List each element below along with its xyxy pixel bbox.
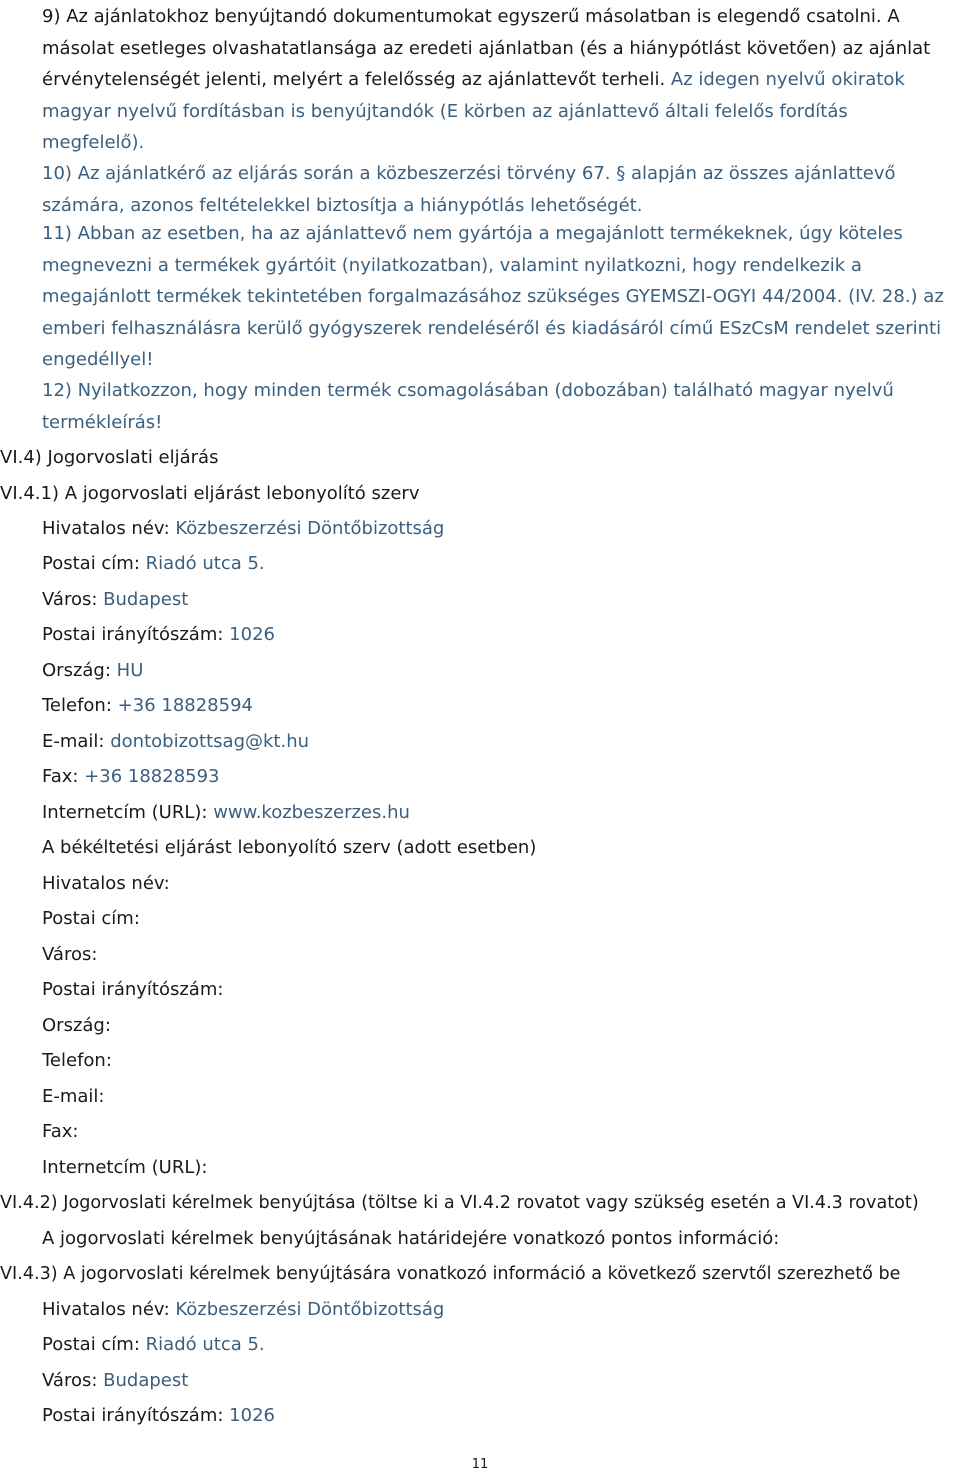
s41-phone-row (42, 694, 253, 718)
s41-email-row (42, 730, 309, 754)
s43-name-label: Hivatalos név: (42, 1299, 170, 1320)
s41-email-label: E-mail: (42, 731, 105, 752)
section-42-text: A jogorvoslati kérelmek benyújtásának határidejére vonatkozó pontos információ: (42, 1228, 780, 1249)
s41-name-row (42, 517, 444, 541)
s43-zip-row (42, 1404, 275, 1428)
s41-zip-label: Postai irányítószám: (42, 624, 224, 645)
s41-email-value[interactable]: dontobizottsag@kt.hu (110, 731, 310, 752)
s41-address-label: Postai cím: (42, 553, 140, 574)
note-10: 10) Az ajánlatkérő az eljárás során a közbeszerzési törvény 67. § alapján az összes ajánlattevő számára, azonos feltételekkel biztosítja a hiánypótlás lehetőségét. (42, 163, 896, 216)
mediation-phone-label: Telefon: (42, 1050, 112, 1071)
s43-address-label: Postai cím: (42, 1334, 140, 1355)
section-42-title: VI.4.2) Jogorvoslati kérelmek benyújtása (töltse ki a VI.4.2 rovatot vagy szükség esetén a VI.4.3 rovatot) (0, 1193, 919, 1213)
s41-url-label: Internetcím (URL): (42, 802, 208, 823)
s43-city-value: Budapest (103, 1370, 189, 1391)
s41-city-row (42, 588, 188, 612)
s43-name-value: Közbeszerzési Döntőbizottság (175, 1299, 445, 1320)
mediation-title: A békéltetési eljárást lebonyolító szerv (adott esetben) (42, 837, 537, 858)
note-9 (42, 1, 947, 159)
s41-name-value: Közbeszerzési Döntőbizottság (175, 518, 445, 539)
s41-zip-value: 1026 (229, 624, 275, 645)
mediation-url-label: Internetcím (URL): (42, 1157, 208, 1178)
mediation-city-label: Város: (42, 944, 98, 965)
s41-fax-row (42, 765, 220, 789)
mediation-fax-label: Fax: (42, 1121, 79, 1142)
mediation-address-label: Postai cím: (42, 908, 140, 929)
note-9-translation-text: Az idegen nyelvű okiratok magyar nyelvű fordításban is benyújtandók (E körben az ajánlattevő általi felelős fordítás megfelelő). (42, 69, 905, 153)
mediation-zip-label: Postai irányítószám: (42, 979, 224, 1000)
s43-name-row (42, 1298, 444, 1322)
s41-address-value: Riadó utca 5. (145, 553, 265, 574)
s41-country-label: Ország: (42, 660, 111, 681)
s41-city-value: Budapest (103, 589, 189, 610)
section-41-title: VI.4.1) A jogorvoslati eljárást lebonyolító szerv (0, 483, 420, 504)
s41-country-value: HU (116, 660, 144, 681)
note-9-text: 9) Az ajánlatokhoz benyújtandó dokumentumokat egyszerű másolatban is elegendő csatolni. A másolat esetleges olvashatatlansága az eredeti ajánlatban (és a hiánypótlást követően) az ajánlat érvénytelenségét jelenti, melyért a felelősség az ajánlattevőt terheli. (42, 6, 931, 90)
s41-fax-label: Fax: (42, 766, 79, 787)
s41-city-label: Város: (42, 589, 98, 610)
s41-address-row (42, 552, 265, 576)
s41-country-row (42, 659, 143, 683)
section-title: VI.4) Jogorvoslati eljárás (0, 447, 219, 468)
page-number: 11 (471, 1457, 489, 1472)
s43-zip-label: Postai irányítószám: (42, 1405, 224, 1426)
section-43-title: VI.4.3) A jogorvoslati kérelmek benyújtására vonatkozó információ a következő szervtől szerezhető be (0, 1264, 901, 1284)
mediation-email-label: E-mail: (42, 1086, 105, 1107)
note-11: 11) Abban az esetben, ha az ajánlattevő nem gyártója a megajánlott termékeknek, úgy köteles megnevezni a termékek gyártóit (nyilatkozatban), valamint nyilatkozni, hogy rendelkezik a megajánlott termékek tekintetében forgalmazásához szükséges GYEMSZI-OGYI 44/2004. (IV. 28.) az emberi felhasználásra kerülő gyógyszerek rendeléséről és kiadásáról című ESzCsM rendelet szerinti engedéllyel! (42, 223, 944, 370)
s41-phone-value: +36 18828594 (117, 695, 253, 716)
s41-url-link[interactable]: www.kozbeszerzes.hu (213, 802, 410, 823)
s41-url-row (42, 801, 410, 825)
s43-address-row (42, 1333, 265, 1357)
mediation-country-label: Ország: (42, 1015, 111, 1036)
s43-city-label: Város: (42, 1370, 98, 1391)
s41-phone-label: Telefon: (42, 695, 112, 716)
note-12: 12) Nyilatkozzon, hogy minden termék csomagolásában (dobozában) található magyar nyelvű termékleírás! (42, 380, 894, 433)
s41-fax-value: +36 18828593 (84, 766, 220, 787)
s41-zip-row (42, 623, 275, 647)
s43-address-value: Riadó utca 5. (145, 1334, 265, 1355)
s43-zip-value: 1026 (229, 1405, 275, 1426)
s43-city-row (42, 1369, 188, 1393)
s41-name-label: Hivatalos név: (42, 518, 170, 539)
mediation-name-label: Hivatalos név: (42, 873, 170, 894)
